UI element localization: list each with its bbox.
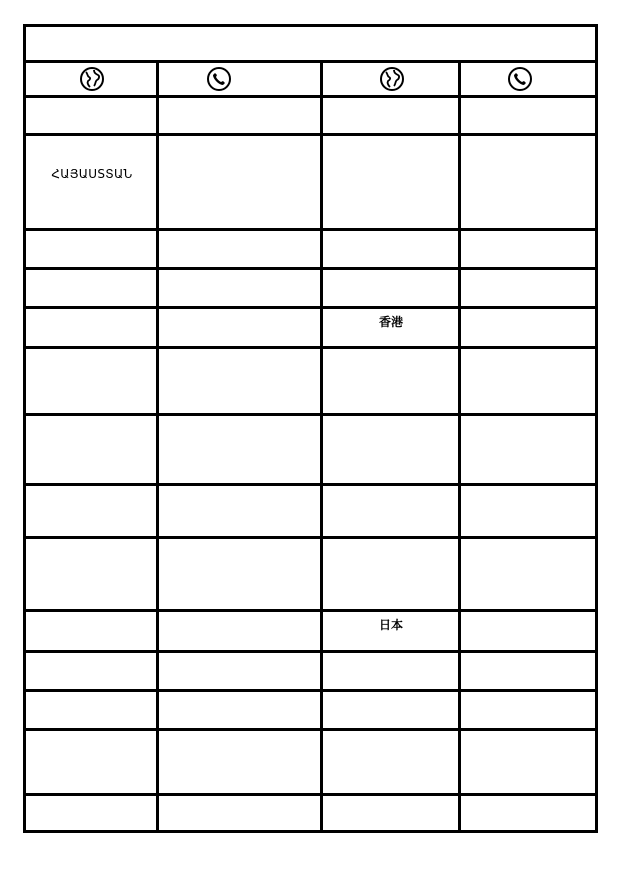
country-name-armenia: ՀԱՅԱUSՏԱՆ: [51, 167, 133, 181]
country-contact-table: [23, 24, 598, 833]
table-title-band: [26, 27, 595, 63]
row-divider: [26, 650, 595, 653]
phone-icon: [507, 66, 533, 92]
row-divider: [26, 95, 595, 98]
row-divider: [26, 793, 595, 796]
row-divider: [26, 133, 595, 136]
globe-icon: [379, 66, 405, 92]
country-name-hong-kong: 香港: [378, 315, 404, 329]
row-divider: [26, 413, 595, 416]
row-divider: [26, 267, 595, 270]
row-divider: [26, 728, 595, 731]
phone-icon: [206, 66, 232, 92]
country-name-japan: 日本: [378, 618, 404, 632]
column-divider-2: [320, 63, 323, 833]
row-divider: [26, 689, 595, 692]
row-divider: [26, 346, 595, 349]
row-divider: [26, 306, 595, 309]
globe-icon: [79, 66, 105, 92]
column-divider-1: [156, 63, 159, 833]
row-divider: [26, 228, 595, 231]
row-divider: [26, 609, 595, 612]
column-divider-3: [458, 63, 461, 833]
row-divider: [26, 536, 595, 539]
row-divider: [26, 483, 595, 486]
